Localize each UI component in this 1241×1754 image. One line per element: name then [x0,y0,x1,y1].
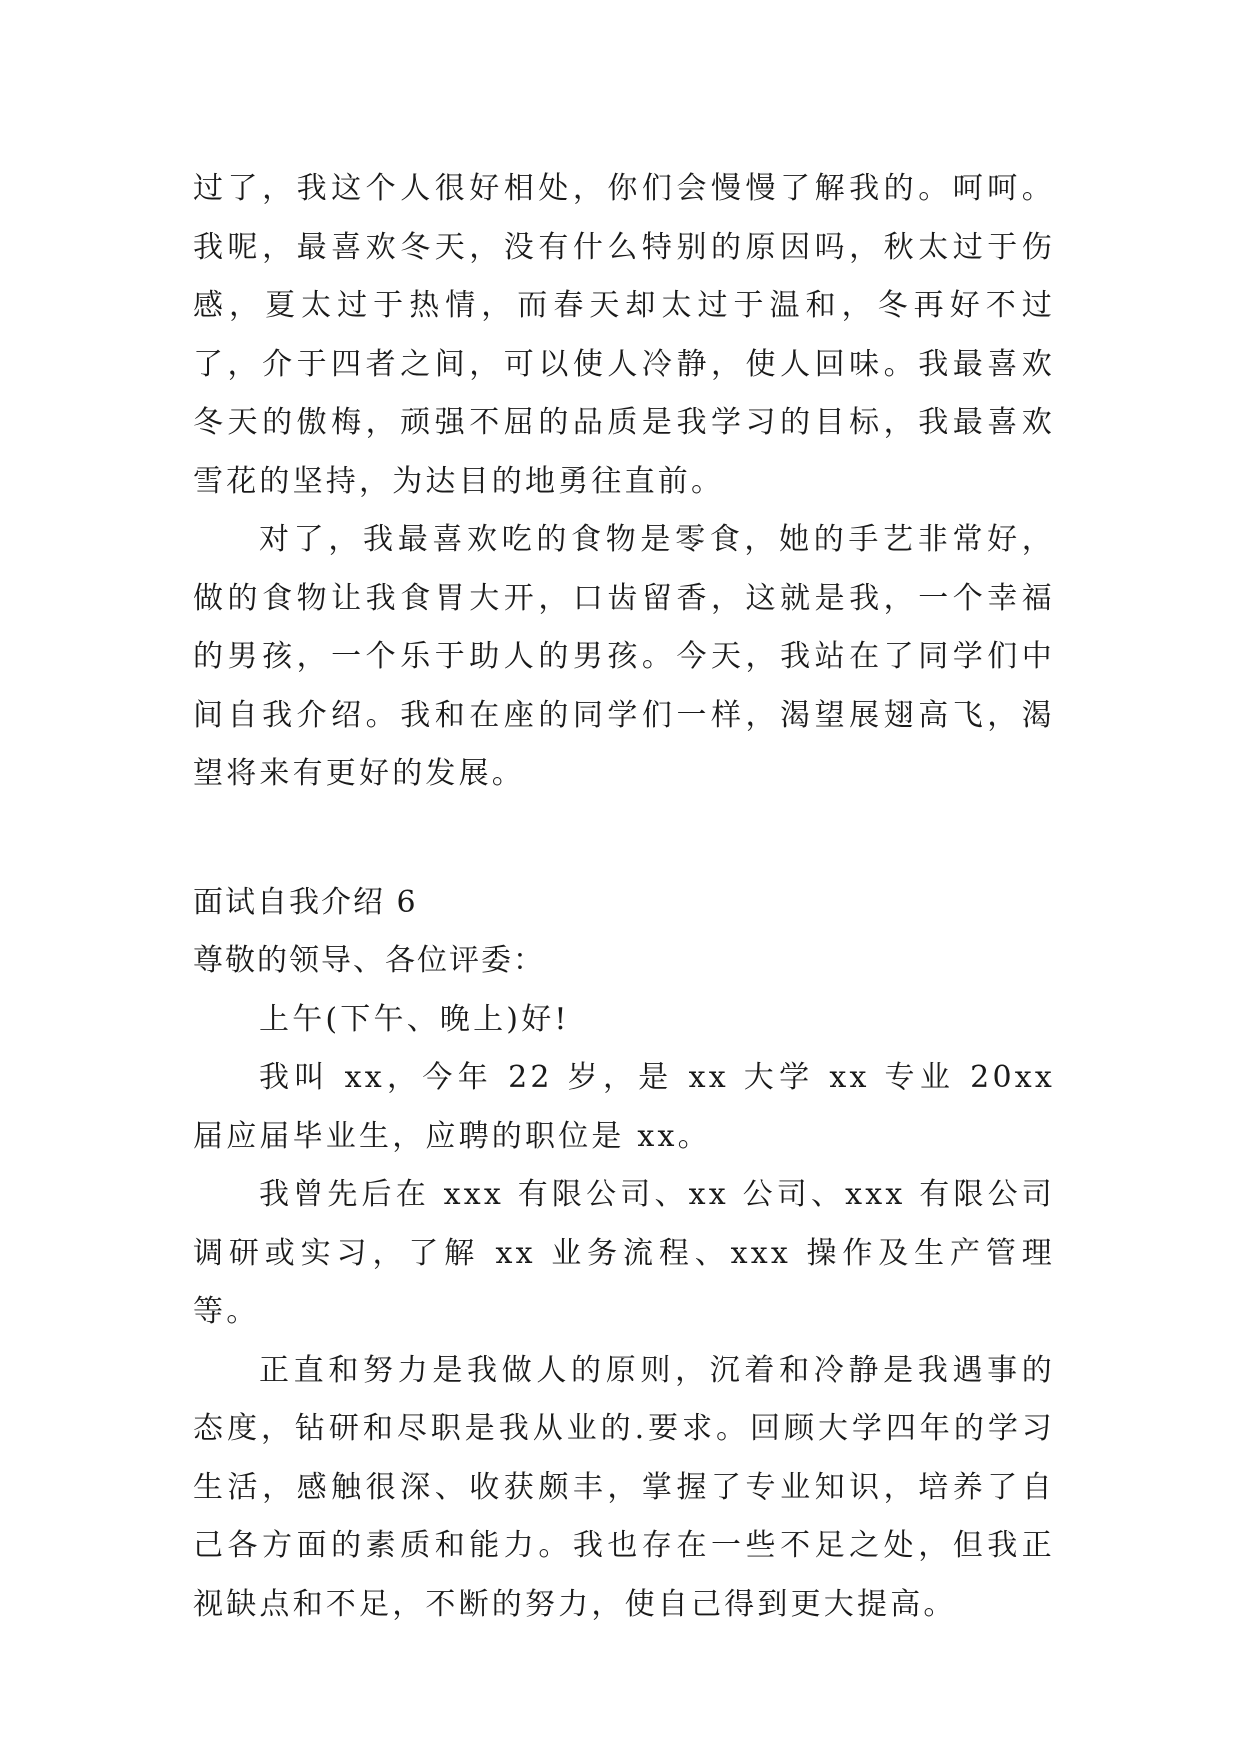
greeting: 上午(下午、晚上)好! [259,1001,570,1037]
paragraph-food: 对了，我最喜欢吃的食物是零食，她的手艺非常好，做的食物让我食胃大开，口齿留香，这就是我，一个幸福的男孩，一个乐于助人的男孩。今天，我站在了同学们中间自我介绍。我和在座的同学们一样，渴望展翅高飞，渴望将来有更好的发展。 [193,522,1055,791]
paragraph-intro: 我叫 xx，今年 22 岁，是 xx 大学 xx 专业 20xx 届应届毕业生，应聘的职位是 xx。 [193,1060,1055,1154]
paragraph-principles: 正直和努力是我做人的原则，沉着和冷静是我遇事的态度，钻研和尽职是我从业的.要求。回顾大学四年的学习生活，感触很深、收获颇丰，掌握了专业知识，培养了自己各方面的素质和能力。我也存在一些不足之处，但我正视缺点和不足，不断的努力，使自己得到更大提高。 [193,1352,1055,1622]
section-title: 面试自我介绍 6 [193,884,418,920]
paragraph-experience: 我曾先后在 xxx 有限公司、xx 公司、xxx 有限公司调研或实习，了解 xx 业务流程、xxx 操作及生产管理等。 [193,1177,1055,1329]
salutation: 尊敬的领导、各位评委： [193,943,545,978]
document-body [193,160,1055,1634]
paragraph-continuation: 过了，我这个人很好相处，你们会慢慢了解我的。呵呵。我呢，最喜欢冬天，没有什么特别的原因吗，秋太过于伤感，夏太过于热情，而春天却太过于温和，冬再好不过了，介于四者之间，可以使人冷静，使人回味。我最喜欢冬天的傲梅，顽强不屈的品质是我学习的目标，我最喜欢雪花的坚持，为达目的地勇往直前。 [193,171,1055,499]
section-gap [193,804,1055,874]
